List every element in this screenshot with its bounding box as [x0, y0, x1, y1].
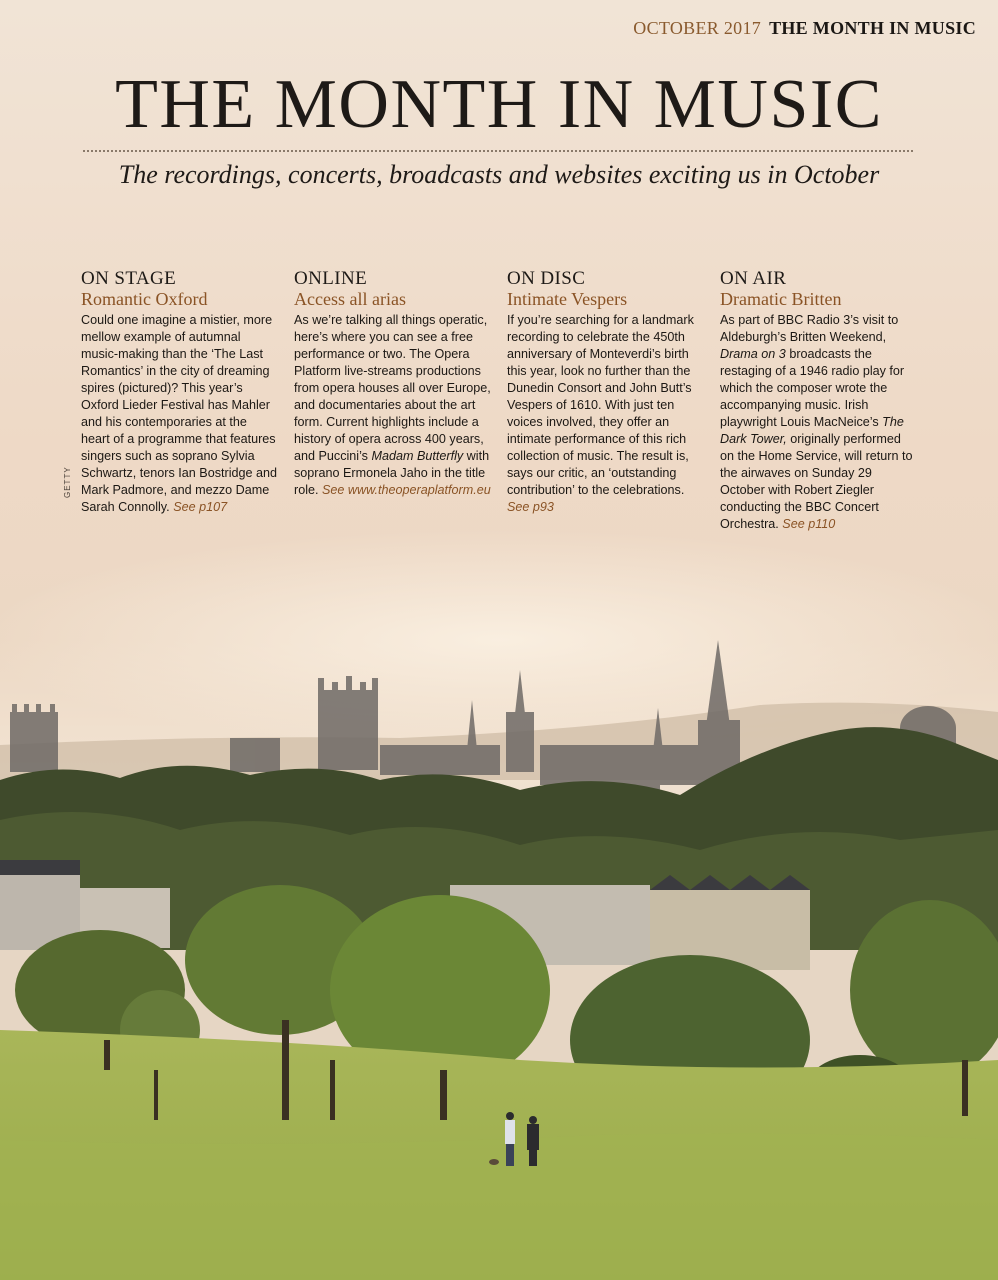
column-headline: Romantic Oxford	[81, 289, 208, 309]
photo-credit: GETTY	[63, 466, 72, 498]
page-reference: See p107	[173, 500, 228, 514]
column-body	[720, 312, 918, 533]
column-on-disc	[507, 268, 705, 516]
body-text: broadcasts the restaging of a 1946 radio play for which the composer wrote the accompanying music. Irish playwright Louis MacNeice’s	[720, 347, 905, 429]
column-on-stage	[81, 268, 279, 516]
work-title: Madam Butterfly	[371, 449, 464, 463]
column-body	[507, 312, 705, 516]
column-online	[294, 268, 492, 499]
body-text: As we’re talking all things operatic, here’s where you can see a free performance or two. The Opera Platform live-streams productions from opera houses all over Europe, and documentaries about the art form. Current highlights include a history of opera across 400 years, and Puccini’s	[294, 313, 491, 463]
issue-date: OCTOBER 2017	[633, 18, 762, 38]
column-category: ONLINE	[294, 268, 368, 289]
column-body	[294, 312, 492, 499]
body-text: with soprano Ermonela Jaho in the title role.	[294, 449, 490, 497]
column-headline: Intimate Vespers	[507, 289, 628, 309]
body-text: If you’re searching for a landmark recording to celebrate the 450th anniversary of Monteverdi’s birth this year, look no further than the Dunedin Consort and John Butt’s Vespers of 1610. With just ten voices involved, they offer an intimate performance of this rich collection of music. The result is, says our critic, an ‘outstanding contribution’ to the celebrations.	[507, 313, 694, 497]
column-on-air	[720, 268, 918, 533]
page-reference: See p110	[782, 517, 836, 531]
running-header	[633, 18, 976, 39]
body-text: originally performed on the Home Service, will return to the airwaves on Sunday 29 October with Robert Ziegler conducting the BBC Concert Orchestra.	[720, 432, 913, 531]
section-name: THE MONTH IN MUSIC	[769, 18, 976, 38]
page-reference: See p93	[507, 500, 554, 514]
programme-title: Drama on 3	[720, 347, 786, 361]
body-text: As part of BBC Radio 3’s visit to Aldeburgh’s Britten Weekend,	[720, 313, 899, 344]
page-subtitle: The recordings, concerts, broadcasts and websites exciting us in October	[118, 160, 880, 189]
page-title: THE MONTH IN MUSIC	[115, 66, 883, 143]
body-text: Could one imagine a mistier, more mellow example of autumnal music-making than the ‘The Last Romantics’ in the city of dreaming spires (pictured)? This year’s Oxford Lieder Festival has Mahler and his contemporaries at the heart of a programme that features singers such as soprano Sylvia Schwartz, tenors Ian Bostridge and Mark Padmore, and mezzo Dame Sarah Connolly.	[81, 313, 278, 514]
play-title: The Dark Tower,	[720, 415, 904, 446]
column-body	[81, 312, 279, 516]
column-category: ON AIR	[720, 268, 787, 289]
column-category: ON STAGE	[81, 268, 177, 289]
column-headline: Access all arias	[294, 289, 406, 309]
column-headline: Dramatic Britten	[720, 289, 842, 309]
column-category: ON DISC	[507, 268, 586, 289]
website-link[interactable]: See www.theoperaplatform.eu	[322, 483, 491, 497]
title-divider	[83, 150, 913, 152]
